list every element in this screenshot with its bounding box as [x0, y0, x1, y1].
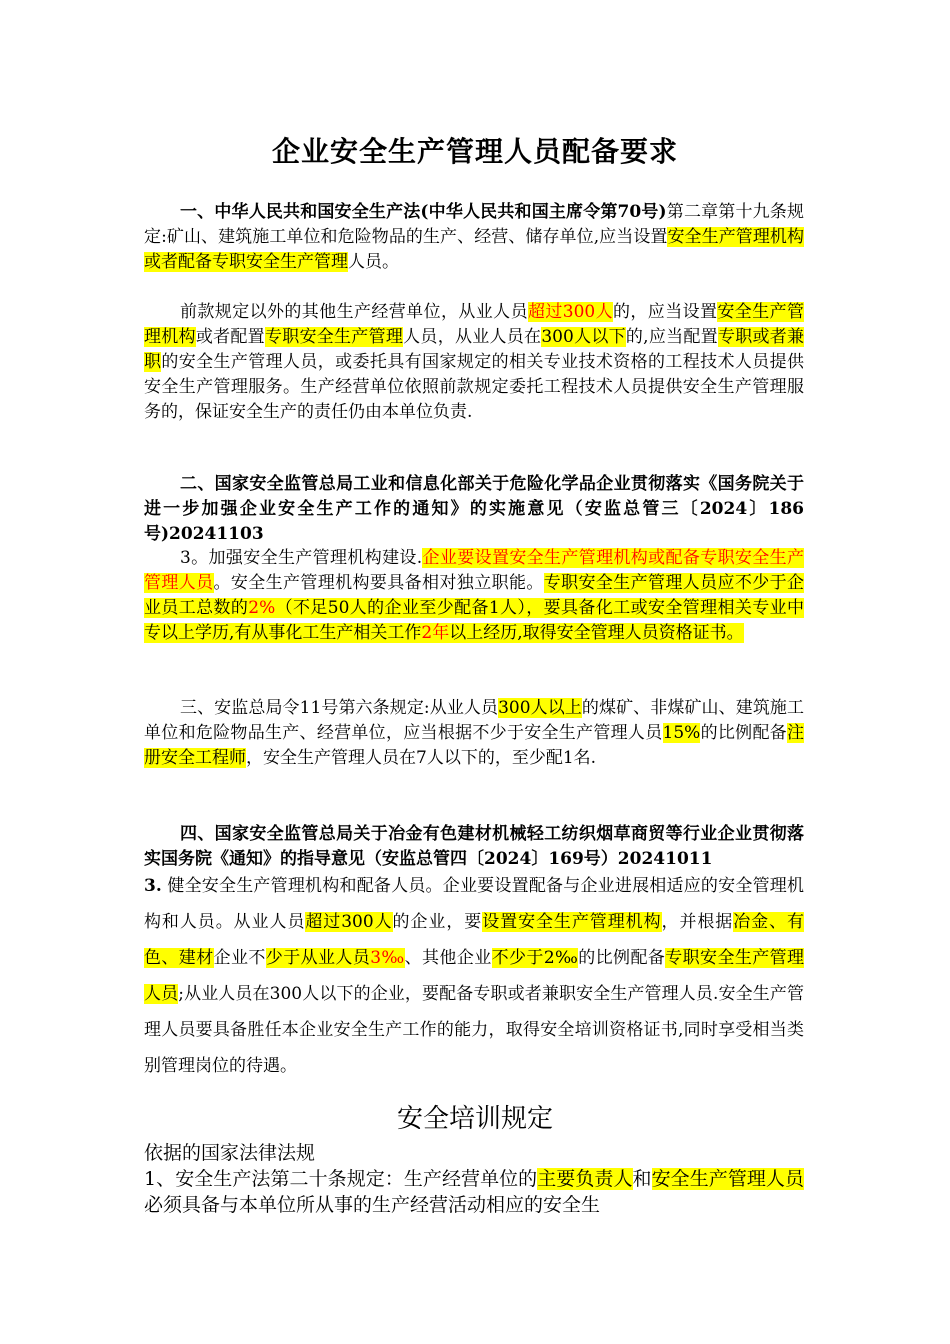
section-1b-paragraph — [144, 300, 804, 425]
text-run: 。安全生产管理机构要具备相对独立职能。 — [213, 573, 544, 593]
highlighted-red-text: 超过300人 — [527, 302, 614, 322]
text-run: 的比例配备 — [578, 948, 666, 968]
item-number: 3. — [144, 876, 162, 896]
text-run: 的企业，要 — [392, 912, 483, 932]
highlighted-text: 安全生产管理机构或者配备专职安全生产管理 — [144, 227, 804, 272]
page-title: 企业安全生产管理人员配备要求 — [271, 135, 678, 168]
highlighted-text: 专职安全生产管理人员 — [144, 948, 805, 1004]
highlighted-text: 不少于2‰ — [491, 948, 579, 968]
section-2-heading-paragraph — [144, 472, 804, 547]
highlighted-text: 专职或者兼职 — [144, 327, 805, 372]
highlighted-red-text: 企业要设置安全生产管理机构或配备专职安全生产管理人员 — [144, 548, 804, 593]
text-run: 人员。 — [348, 252, 399, 272]
text-run: ，安全生产管理人员在7人以下的，至少配1名. — [246, 748, 597, 768]
text-run: 企业不 — [213, 948, 266, 968]
text-run: 3。加强安全生产管理机构建设. — [180, 548, 423, 568]
text-run: 、其他企业 — [404, 948, 492, 968]
section-1-heading: 一、中华人民共和国安全生产法(中华人民共和国主席令第70号) — [180, 202, 667, 222]
highlighted-text: 专职安全生产管理人员应不少于企业员工总数的 — [144, 573, 805, 618]
highlighted-text: 300人以上 — [498, 698, 582, 718]
text-run: 的,应当配置 — [625, 327, 718, 347]
section-2-paragraph — [144, 546, 804, 646]
text-run: ，并根据 — [661, 912, 734, 932]
text-run: 第二章第十九条规定:矿山、建筑施工单位和危险物品的生产、经营、储存单位,应当设置 — [144, 202, 804, 247]
section-1-paragraph — [144, 200, 804, 275]
section-2-heading: 二、国家安全监管总局工业和信息化部关于危险化学品企业贯彻落实《国务院关于进一步加强企业安全生产工作的通知》的实施意见（安监总管三〔2024〕186号)20241103 — [144, 474, 804, 544]
section-title-training: 安全培训规定 — [396, 1104, 553, 1134]
text-run: 前款规定以外的其他生产经营单位，从业人员 — [180, 302, 528, 322]
highlighted-text: 安全生产管理人员 — [651, 1168, 804, 1190]
text-run: 三、安监总局令11号第六条规定:从业人员 — [180, 698, 499, 718]
section-3-paragraph — [144, 696, 804, 771]
text-run: 的比例配备 — [700, 723, 788, 743]
section-4-heading: 四、国家安全监管总局关于冶金有色建材机械轻工纺织烟草商贸等行业企业贯彻落实国务院《通知》的指导意见（安监总管四〔2024〕169号）20241011 — [144, 824, 804, 869]
text-run: 和 — [632, 1168, 652, 1190]
highlighted-text: 专职安全生产管理 — [264, 327, 404, 347]
text-run: ;从业人员在300人以下的企业，要配备专职或者兼职安全生产管理人员.安全生产管理人员要具备胜任本企业安全生产工作的能力，取得安全培训资格证书,同时享受相当类别管理岗位的待遇。 — [144, 984, 805, 1076]
highlighted-text: 冶金、有色、建材 — [144, 912, 805, 968]
highlighted-text: 超过300人 — [305, 912, 393, 932]
highlighted-text: 安全生产管理机构 — [144, 302, 804, 347]
text-run: 健全安全生产管理机构和配备人员。企业要设置配备与企业进展相适应的安全管理机构和人员。从业人员 — [144, 876, 804, 932]
highlighted-text: （不足50人的企业至少配备1人），要具备化工或安全管理相关专业中专以上学历,有从事化工生产相关工作 — [144, 598, 804, 643]
highlighted-text: 15% — [662, 723, 701, 743]
text-run: 1、安全生产法第二十条规定：生产经营单位的 — [144, 1168, 538, 1190]
highlighted-text: 注册安全工程师 — [144, 723, 805, 768]
highlighted-text: 少于从业人员 — [265, 948, 371, 968]
highlighted-red-text: 2% — [248, 598, 276, 618]
highlighted-text: 设置安全生产管理机构 — [482, 912, 662, 932]
highlighted-text: 主要负责人 — [537, 1168, 633, 1190]
highlighted-red-text: 3‰ — [370, 948, 405, 968]
highlighted-red-text: 2年 — [421, 623, 450, 643]
text-run: 或者配置 — [195, 327, 265, 347]
text-run: 必须具备与本单位所从事的生产经营活动相应的安全生 — [144, 1194, 601, 1216]
text-run: 的煤矿、非煤矿山、建筑施工单位和危险物品生产、经营单位，应当根据不少于安全生产管理人员 — [144, 698, 804, 743]
text-run: 人员，从业人员在 — [403, 327, 542, 347]
text-run: 的安全生产管理人员，或委托具有国家规定的相关专业技术资格的工程技术人员提供安全生产管理服务。生产经营单位依照前款规定委托工程技术人员提供安全生产管理服务的，保证安全生产的责任仍由本单位负责. — [144, 352, 805, 422]
section-4-paragraph — [144, 868, 804, 1084]
highlighted-text: 300人以下 — [541, 327, 626, 347]
section-4-heading-paragraph — [144, 822, 804, 872]
highlighted-text: 以上经历,取得安全管理人员资格证书。 — [449, 623, 744, 643]
text-run: 的，应当设置 — [613, 302, 718, 322]
basis-heading: 依据的国家法律法规 — [144, 1142, 316, 1164]
section-5-paragraph — [144, 1166, 804, 1218]
